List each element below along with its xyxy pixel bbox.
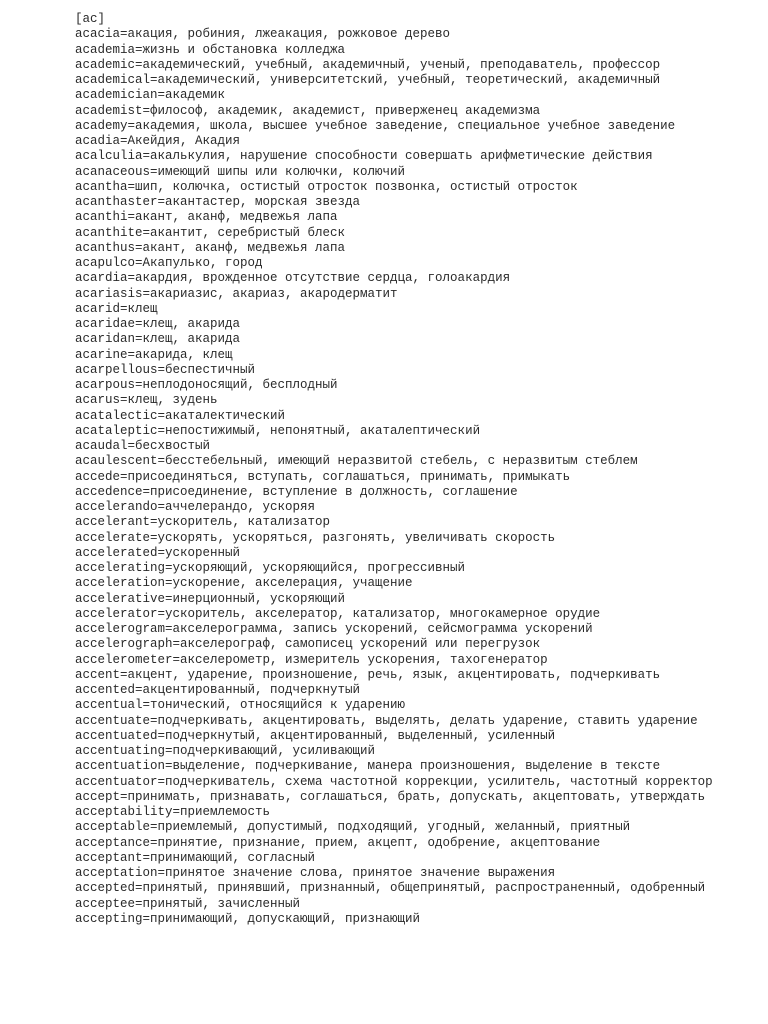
- dictionary-entry: acaudal=бесхвостый: [75, 439, 211, 453]
- dictionary-entry: accentuator=подчеркиватель, схема частотной коррекции, усилитель, частотный корректор: [75, 774, 713, 789]
- dictionary-entry: accelerator=ускоритель, акселератор, катализатор, многокамерное орудие: [75, 606, 601, 621]
- dictionary-entry: acanthite=акантит, серебристый блеск: [75, 225, 346, 240]
- dictionary-entry: acarid=клещ: [75, 301, 158, 316]
- dictionary-entry: accelerant=ускоритель, катализатор: [75, 515, 331, 530]
- dictionary-entry: acarus=клещ, зудень: [75, 393, 218, 408]
- dictionary-entry: accentuation=выделение, подчеркивание, манера произношения, выделение в тексте: [75, 759, 661, 774]
- section-header: [ac]: [75, 12, 106, 26]
- dictionary-entry: acadia=Акейдия, Акадия: [75, 134, 241, 148]
- dictionary-entry: accepted=принятый, принявший, признанный, общепринятый, распространенный, одобренный: [75, 881, 706, 896]
- dictionary-entry: acataleptic=непостижимый, непонятный, акаталептический: [75, 423, 481, 438]
- dictionary-entry: acceptee=принятый, зачисленный: [75, 896, 301, 911]
- dictionary-entry: acatalectic=акаталектический: [75, 408, 286, 423]
- dictionary-entry: acantha=шип, колючка, остистый отросток позвонка, остистый отросток: [75, 179, 578, 194]
- dictionary-entry: acaulescent=бесстебельный, имеющий неразвитой стебель, с неразвитым стеблем: [75, 454, 638, 469]
- dictionary-entry: accelerando=аччелерандо, ускоряя: [75, 500, 316, 514]
- dictionary-entry: acceptability=приемлемость: [75, 805, 271, 819]
- document-page: [75, 12, 765, 927]
- dictionary-entry: acanthi=акант, аканф, медвежья лапа: [75, 210, 338, 225]
- dictionary-entry: acaridan=клещ, акарида: [75, 332, 241, 347]
- dictionary-entry: acacia=акация, робиния, лжеакация, рожковое дерево: [75, 27, 451, 42]
- dictionary-entry: acariasis=акариазис, акариаз, акародерматит: [75, 286, 398, 301]
- dictionary-entry: accelerometer=акселерометр, измеритель ускорения, тахогенератор: [75, 652, 548, 667]
- dictionary-entry: accent=акцент, ударение, произношение, речь, язык, акцентировать, подчеркивать: [75, 667, 661, 682]
- dictionary-entry: accelerating=ускоряющий, ускоряющийся, прогрессивный: [75, 561, 466, 575]
- dictionary-entry: academist=философ, академик, академист, приверженец академизма: [75, 103, 541, 118]
- dictionary-entry: accentuated=подчеркнутый, акцентированный, выделенный, усиленный: [75, 728, 556, 743]
- dictionary-entry: accented=акцентированный, подчеркнутый: [75, 683, 361, 697]
- dictionary-entry: acaridae=клещ, акарида: [75, 317, 241, 331]
- dictionary-entry: acceptance=принятие, признание, прием, акцепт, одобрение, акцептование: [75, 835, 601, 850]
- dictionary-entry: acardia=акардия, врожденное отсутствие сердца, голоакардия: [75, 271, 511, 286]
- dictionary-entry: acceleration=ускорение, акселерация, учащение: [75, 576, 413, 591]
- dictionary-entry: acceptable=приемлемый, допустимый, подходящий, угодный, желанный, приятный: [75, 820, 631, 835]
- dictionary-entry: accepting=принимающий, допускающий, признающий: [75, 911, 421, 926]
- dictionary-entry: accelerate=ускорять, ускоряться, разгонять, увеличивать скорость: [75, 530, 556, 545]
- dictionary-entry: acarpellous=беспестичный: [75, 362, 256, 377]
- dictionary-entry: accept=принимать, признавать, соглашаться, брать, допускать, акцептовать, утверждать: [75, 789, 706, 804]
- dictionary-entry: accelerogram=акселерограмма, запись ускорений, сейсмограмма ускорений: [75, 622, 593, 636]
- dictionary-entry: acalculia=акалькулия, нарушение способности совершать арифметические действия: [75, 149, 653, 164]
- dictionary-entry: accede=присоединяться, вступать, соглашаться, принимать, примыкать: [75, 469, 571, 484]
- dictionary-entry: acanthus=акант, аканф, медвежья лапа: [75, 240, 346, 255]
- dictionary-entry: acceptant=принимающий, согласный: [75, 850, 316, 865]
- dictionary-entry: accentual=тонический, относящийся к ударению: [75, 698, 406, 713]
- dictionary-entry: accentuating=подчеркивающий, усиливающий: [75, 744, 376, 758]
- dictionary-entry: acarpous=неплодоносящий, бесплодный: [75, 378, 338, 392]
- dictionary-entry: academic=академический, учебный, академичный, ученый, преподаватель, профессор: [75, 57, 661, 72]
- dictionary-entry: academician=академик: [75, 88, 226, 103]
- dictionary-entry: accelerated=ускоренный: [75, 545, 241, 560]
- dictionary-entry: acceptation=принятое значение слова, принятое значение выражения: [75, 866, 556, 880]
- dictionary-entry: academy=академия, школа, высшее учебное заведение, специальное учебное заведение: [75, 118, 676, 133]
- dictionary-entry: acanthaster=акантастер, морская звезда: [75, 195, 361, 209]
- dictionary-entry: acanaceous=имеющий шипы или колючки, колючий: [75, 164, 406, 179]
- dictionary-entry: accentuate=подчеркивать, акцентировать, выделять, делать ударение, ставить ударение: [75, 713, 698, 728]
- dictionary-entry: accedence=присоединение, вступление в должность, соглашение: [75, 484, 518, 499]
- dictionary-entry: academia=жизнь и обстановка колледжа: [75, 42, 346, 57]
- dictionary-entry: academical=академический, университетский, учебный, теоретический, академичный: [75, 73, 661, 87]
- dictionary-entry: accelerograph=акселерограф, самописец ускорений или перегрузок: [75, 637, 541, 652]
- dictionary-entry: accelerative=инерционный, ускоряющий: [75, 591, 346, 606]
- dictionary-entry: acarine=акарида, клещ: [75, 347, 233, 362]
- dictionary-entry: acapulco=Акапулько, город: [75, 256, 263, 270]
